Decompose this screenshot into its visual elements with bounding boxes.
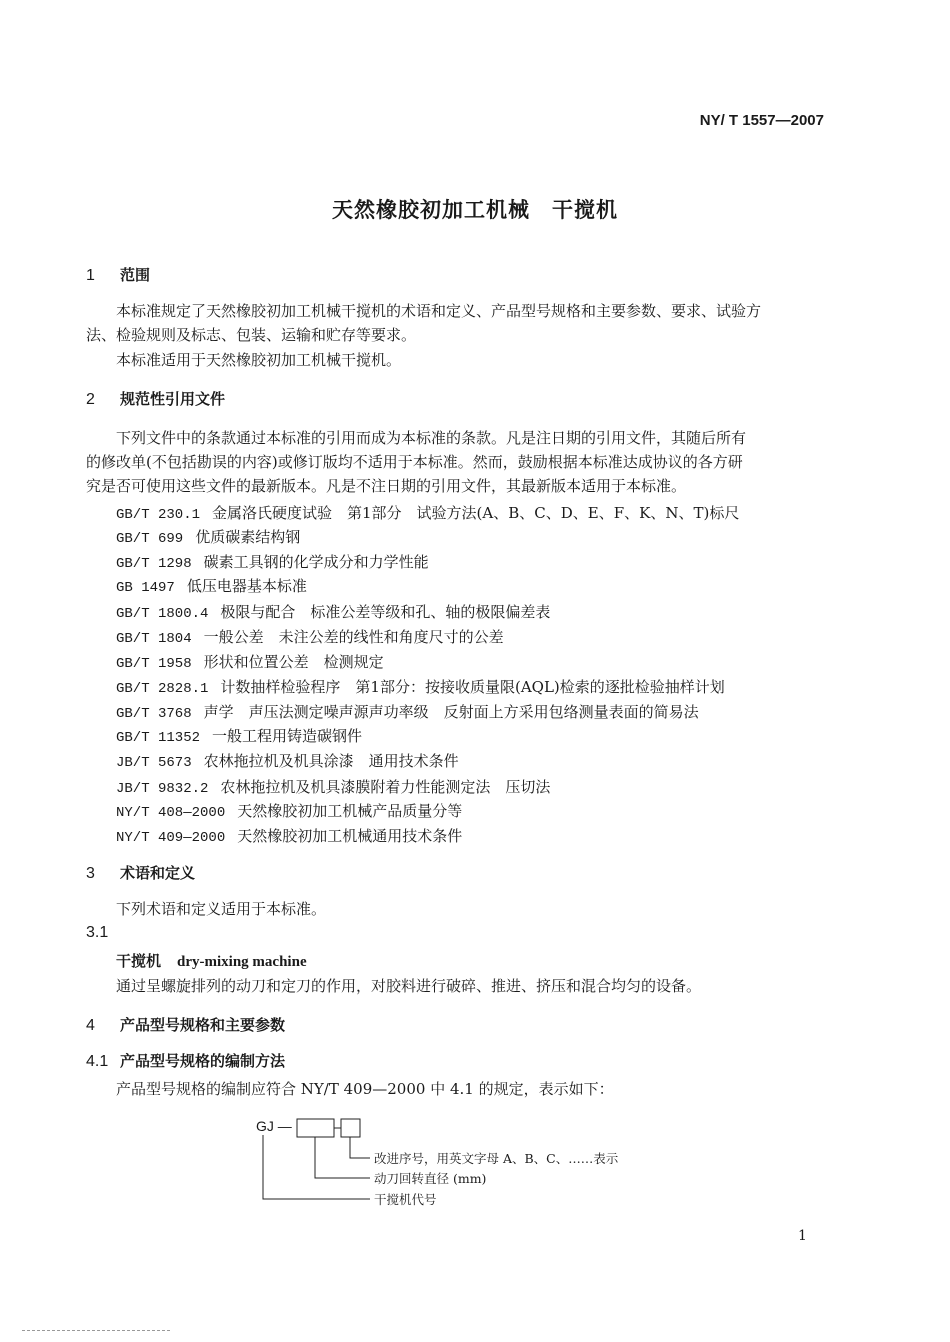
reference-item	[116, 626, 504, 647]
reference-code: GB/T 1958	[116, 656, 192, 672]
section-number: 4	[86, 1017, 95, 1034]
reference-title: 声学 声压法测定噪声源声功率级 反射面上方采用包络测量表面的简易法	[203, 703, 699, 721]
section-2-heading	[86, 388, 225, 409]
subsection-number: 3.1	[86, 924, 109, 941]
paragraph-line: 法、检验规则及标志、包装、运输和贮存等要求。	[86, 326, 417, 344]
section-4-heading	[86, 1014, 285, 1035]
reference-code: JB/T 5673	[116, 755, 192, 771]
term-entry	[116, 950, 307, 971]
paragraph-line: 下列术语和定义适用于本标准。	[116, 900, 327, 918]
section-number: 1	[86, 267, 95, 284]
page-number: 1	[798, 1228, 807, 1244]
subsection-4-1-heading	[86, 1050, 285, 1071]
reference-title: 计数抽样检验程序 第1部分：按接收质量限(AQL)检索的逐批检验抽样计划	[220, 678, 725, 696]
term-definition: 通过呈螺旋排列的动刀和定刀的作用，对胶料进行破碎、推进、挤压和混合均匀的设备。	[116, 977, 702, 995]
reference-item	[116, 651, 384, 672]
reference-item	[116, 750, 459, 771]
reference-title: 碳素工具钢的化学成分和力学性能	[203, 553, 429, 571]
reference-title: 低压电器基本标准	[186, 577, 307, 595]
reference-item	[116, 575, 307, 596]
paragraph-line: 本标准适用于天然橡胶初加工机械干搅机。	[116, 351, 402, 369]
term-chinese: 干搅机	[116, 952, 162, 970]
section-number: 2	[86, 391, 95, 408]
reference-code: NY/T 408—2000	[116, 805, 226, 821]
reference-item	[116, 551, 429, 572]
reference-title: 天然橡胶初加工机械通用技术条件	[237, 827, 463, 845]
section-title: 术语和定义	[120, 864, 196, 882]
revision-box	[341, 1119, 360, 1137]
diagram-label-diameter: 动刀回转直径 (mm)	[374, 1171, 487, 1186]
reference-code: GB/T 699	[116, 531, 184, 547]
bottom-rule	[22, 1330, 170, 1331]
diagram-label-code: 干搅机代号	[374, 1192, 437, 1207]
revision-leader	[350, 1137, 370, 1158]
section-title: 产品型号规格和主要参数	[120, 1016, 286, 1034]
reference-item	[116, 800, 462, 821]
paragraph-line: 究是否可使用这些文件的最新版本。凡是不注日期的引用文件，其最新版本适用于本标准。	[86, 477, 687, 495]
reference-item	[116, 601, 550, 622]
reference-title: 极限与配合 标准公差等级和孔、轴的极限偏差表	[220, 603, 551, 621]
reference-code: GB/T 2828.1	[116, 681, 209, 697]
reference-title: 形状和位置公差 检测规定	[203, 653, 384, 671]
subsection-number: 4.1	[86, 1053, 109, 1070]
section-title: 范围	[120, 266, 151, 284]
subsection-title: 产品型号规格的编制方法	[120, 1052, 286, 1070]
reference-item	[116, 526, 300, 547]
reference-title: 天然橡胶初加工机械产品质量分等	[237, 802, 463, 820]
reference-code: GB/T 1804	[116, 631, 192, 647]
reference-code: NY/T 409—2000	[116, 830, 226, 846]
reference-item	[116, 725, 362, 746]
reference-item	[116, 676, 725, 697]
reference-code: GB/T 3768	[116, 706, 192, 722]
section-1-heading	[86, 264, 150, 285]
reference-title: 金属洛氏硬度试验 第1部分 试验方法(A、B、C、D、E、F、K、N、T)标尺	[212, 504, 740, 522]
section-title: 规范性引用文件	[120, 390, 226, 408]
model-code-diagram	[255, 1115, 370, 1210]
reference-code: GB/T 1800.4	[116, 606, 209, 622]
reference-code: JB/T 9832.2	[116, 781, 209, 797]
term-english: dry-mixing machine	[177, 954, 307, 970]
reference-item	[116, 776, 550, 797]
diagram-label-revision: 改进序号，用英文字母 A、B、C、……表示	[374, 1151, 619, 1166]
reference-item	[116, 701, 699, 722]
reference-code: GB 1497	[116, 580, 175, 596]
reference-code: GB/T 230.1	[116, 507, 201, 523]
reference-code: GB/T 1298	[116, 556, 192, 572]
diameter-box	[297, 1119, 334, 1137]
reference-item	[116, 825, 462, 846]
document-title: 天然橡胶初加工机械 干搅机	[332, 198, 618, 222]
paragraph-line: 下列文件中的条款通过本标准的引用而成为本标准的条款。凡是注日期的引用文件，其随后所有	[116, 429, 747, 447]
section-number: 3	[86, 865, 95, 882]
section-3-heading	[86, 862, 195, 883]
paragraph-line: 的修改单(不包括勘误的内容)或修订版均不适用于本标准。然而，鼓励根据本标准达成协议的各方研	[86, 453, 743, 471]
paragraph-line: 本标准规定了天然橡胶初加工机械干搅机的术语和定义、产品型号规格和主要参数、要求、试验方	[116, 302, 762, 320]
model-prefix: GJ —	[256, 1118, 292, 1134]
reference-title: 一般公差 未注公差的线性和角度尺寸的公差	[203, 628, 504, 646]
reference-title: 农林拖拉机及机具涂漆 通用技术条件	[203, 752, 459, 770]
paragraph-line: 产品型号规格的编制应符合 NY/T 409—2000 中 4.1 的规定，表示如下：	[116, 1080, 614, 1098]
reference-title: 优质碳素结构钢	[195, 528, 301, 546]
reference-title: 农林拖拉机及机具漆膜附着力性能测定法 压切法	[220, 778, 551, 796]
reference-title: 一般工程用铸造碳钢件	[212, 727, 363, 745]
standard-code: NY/ T 1557—2007	[699, 112, 824, 129]
reference-item	[116, 502, 739, 523]
reference-code: GB/T 11352	[116, 730, 201, 746]
code-leader	[263, 1135, 370, 1199]
